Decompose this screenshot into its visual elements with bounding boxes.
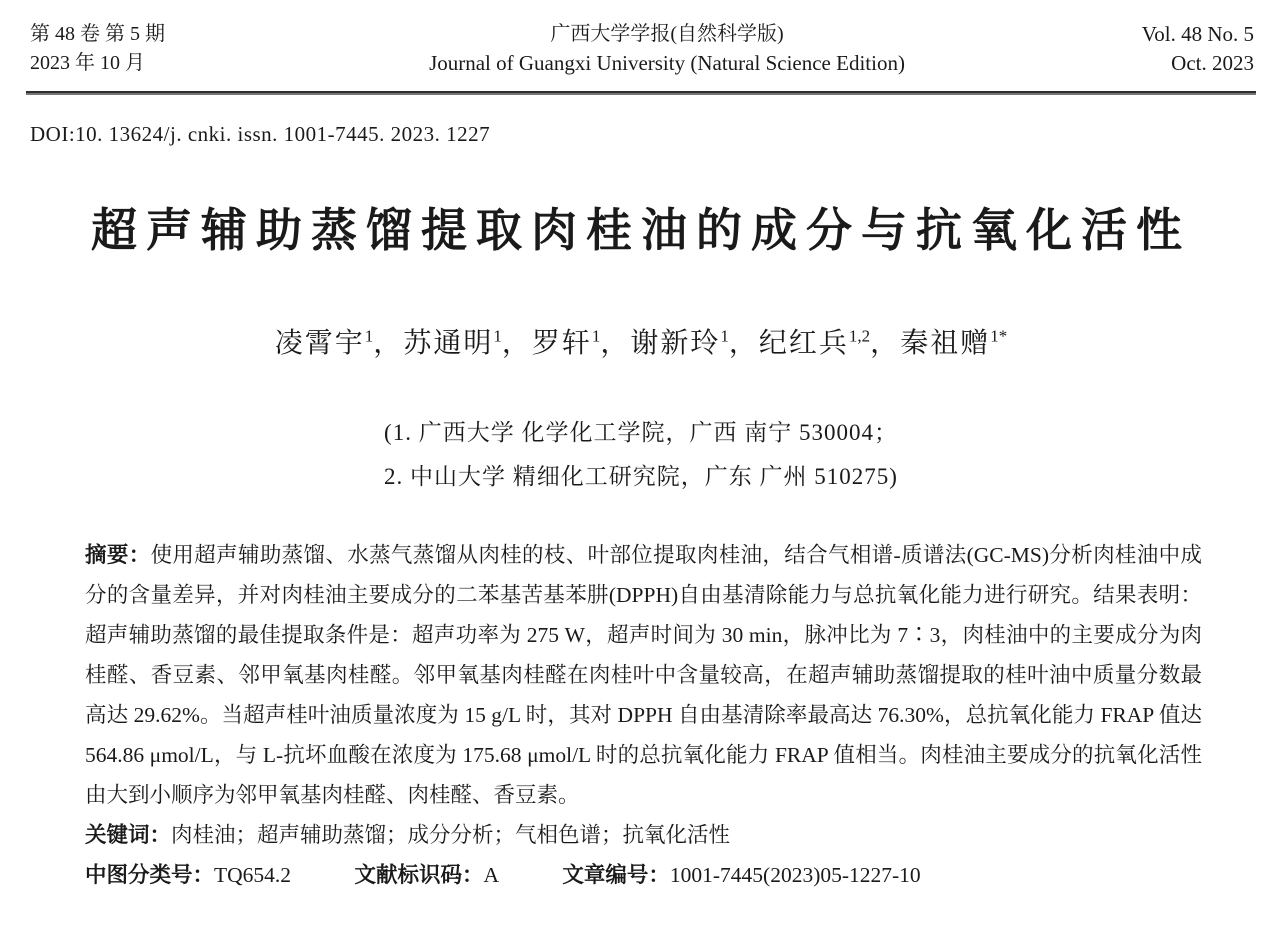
header-divider-rule [26, 91, 1256, 95]
volume-issue-cn: 第 48 卷 第 5 期 [30, 23, 165, 45]
article-id-segment [562, 863, 920, 887]
authors-line [0, 321, 1282, 361]
author-name: 谢新玲 [630, 328, 721, 359]
affiliations [0, 411, 1282, 499]
issue-date-cn: 2023 年 10 月 [30, 52, 145, 74]
author-separator: ， [600, 328, 631, 359]
abstract-text: 使用超声辅助蒸馏、水蒸气蒸馏从肉桂的枝、叶部位提取肉桂油，结合气相谱-质谱法(GC-MS)分析肉桂油中成分的含量差异，并对肉桂油主要成分的二苯基苦基苯肼(DPPH)自由基清除能力与总抗氧化能力进行研究。结果表明：超声辅助蒸馏的最佳提取条件是：超声功率为 275 W，超声时间为 30 min，脉冲比为 7∶3，肉桂油中的主要成分为肉桂醛、香豆素、邻甲氧基肉桂醛。邻甲氧基肉桂醛在肉桂叶中含量较高，在超声辅助蒸馏提取的桂叶油中质量分数最高达 29.62%。当超声桂叶油质量浓度为 15 g/L 时，其对 DPPH 自由基清除率最高达 76.30%，总抗氧化能力 FRAP 值达 564.86 μmol/L，与 L-抗坏血酸在浓度为 175.68 μmol/L 时的总抗氧化能力 FRAP 值相当。肉桂油主要成分的抗氧化活性由大到小顺序为邻甲氧基肉桂醛、肉桂醛、香豆素。 [85, 543, 1202, 807]
header-volume-issue-en [1074, 20, 1254, 78]
document-code-value: A [483, 863, 499, 887]
article-id-label: 文章编号： [562, 863, 670, 887]
author-name: 苏通明 [403, 328, 494, 359]
issue-date-en: Oct. 2023 [1171, 51, 1254, 75]
author-affiliation-mark: 1 [364, 326, 374, 346]
abstract-label: 摘要： [85, 543, 151, 567]
abstract-block [85, 535, 1202, 815]
clc-segment [85, 863, 291, 887]
affiliation-line-2: 2. 中山大学 精细化工研究院，广东 广州 510275) [384, 464, 898, 489]
document-code-segment [354, 863, 499, 887]
author-separator: ， [501, 328, 532, 359]
article-title: 超声辅助蒸馏提取肉桂油的成分与抗氧化活性 [91, 204, 1191, 256]
author-affiliation-mark: 1 [493, 326, 502, 346]
affiliation-line-1: (1. 广西大学 化学化工学院，广西 南宁 530004； [384, 420, 898, 445]
keywords-text: 肉桂油；超声辅助蒸馏；成分分析；气相色谱；抗氧化活性 [171, 823, 731, 847]
keywords-label: 关键词： [85, 823, 172, 847]
clc-label: 中图分类号： [85, 863, 215, 887]
author-name: 罗轩 [531, 328, 592, 359]
author-separator: ， [870, 328, 901, 359]
author-name: 纪红兵 [758, 328, 849, 359]
author-separator: ， [728, 328, 759, 359]
clc-value: TQ654.2 [214, 863, 292, 887]
author-name: 秦祖赠 [900, 328, 991, 359]
doi-line: DOI:10. 13624/j. cnki. issn. 1001-7445. 2023. 1227 [30, 122, 491, 146]
author-name: 凌霄宇 [274, 328, 365, 359]
author-separator: ， [373, 328, 404, 359]
journal-name-en: Journal of Guangxi University (Natural Science Edition) [429, 51, 905, 75]
volume-issue-en: Vol. 48 No. 5 [1141, 22, 1254, 46]
author-affiliation-mark: 1 [720, 326, 729, 346]
author-affiliation-mark: 1* [990, 326, 1008, 346]
header-journal-name [260, 20, 1074, 78]
keywords-line [85, 815, 1202, 855]
author-affiliation-mark: 1 [591, 326, 601, 346]
journal-name-cn: 广西大学学报(自然科学版) [550, 23, 784, 45]
journal-header [0, 0, 1282, 78]
author-affiliation-mark: 1,2 [848, 326, 871, 346]
article-id-value: 1001-7445(2023)05-1227-10 [669, 863, 921, 887]
classification-line [85, 855, 1202, 895]
header-volume-issue [30, 20, 260, 78]
document-code-label: 文献标识码： [354, 863, 484, 887]
